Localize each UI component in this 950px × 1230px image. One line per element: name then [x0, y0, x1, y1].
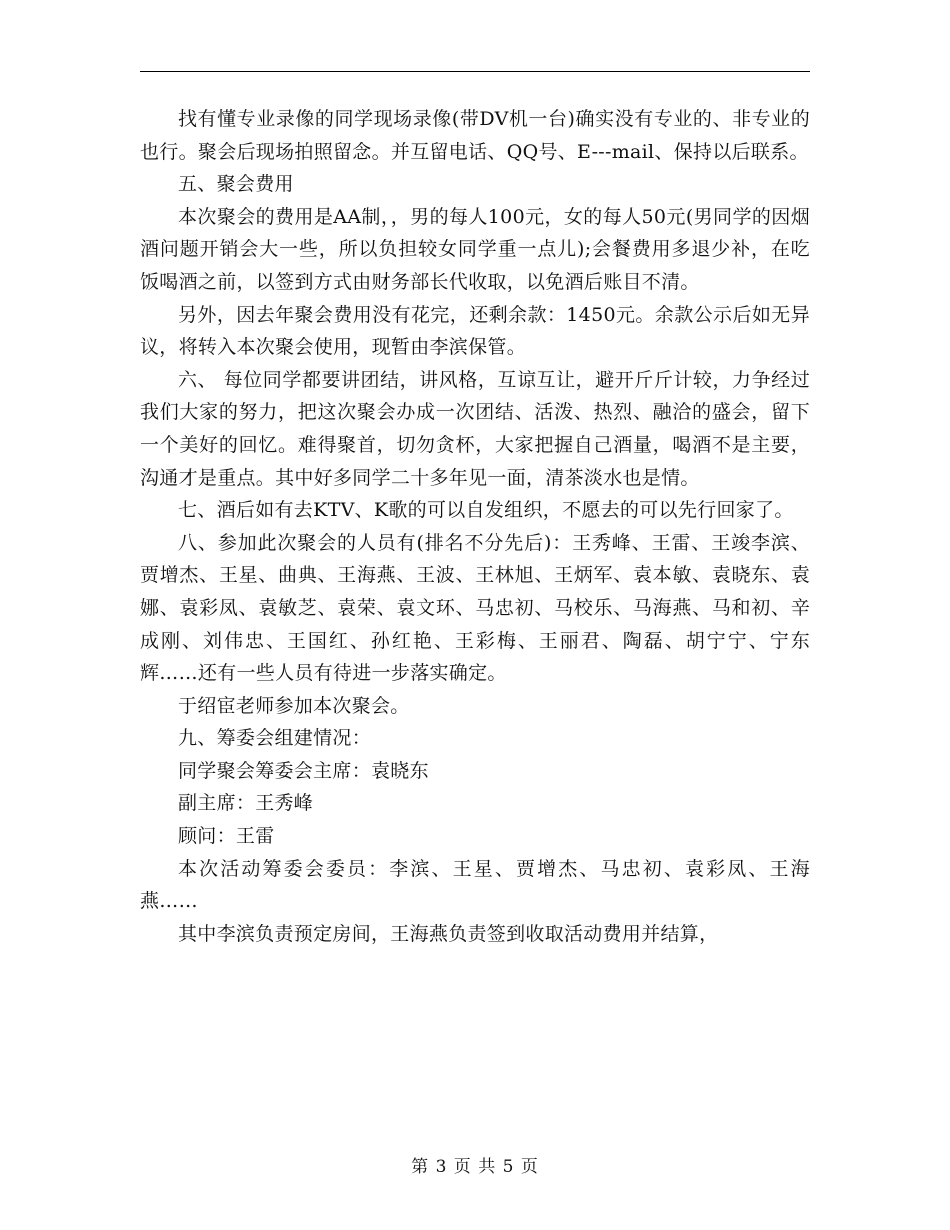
paragraph-chairman: 同学聚会筹委会主席：袁晓东 — [178, 759, 429, 782]
heading-section-5: 五、聚会费用 — [178, 173, 294, 196]
heading-section-9: 九、筹委会组建情况： — [178, 727, 372, 750]
paragraph-teacher: 于绍宦老师参加本次聚会。 — [178, 694, 410, 717]
paragraph-section-7: 七、酒后如有去KTV、K歌的可以自发组织，不愿去的可以先行回家了。 — [178, 499, 794, 522]
paragraph-section-6: 六、 每位同学都要讲团结，讲风格，互谅互让，避开斤斤计较，力争经过我们大家的努力，把这次聚会办成一次团结、活泼、热烈、融洽的盛会，留下一个美好的回忆。难得聚首，切勿贪杯，大家把握自己酒量，喝酒不是主要，沟通才是重点。其中好多同学二十多年见一面，清茶淡水也是情。 — [140, 368, 810, 489]
paragraph-vice-chairman: 副主席：王秀峰 — [178, 792, 314, 815]
header-rule — [140, 71, 810, 72]
paragraph-recording: 找有懂专业录像的同学现场录像(带DV机一台)确实没有专业的、非专业的也行。聚会后现场拍照留念。并互留电话、QQ号、E---mail、保持以后联系。 — [140, 108, 810, 163]
paragraph-section-8: 八、参加此次聚会的人员有(排名不分先后)：王秀峰、王雷、王竣李滨、贾增杰、王星、曲典、王海燕、王波、王林旭、王炳军、袁本敏、袁晓东、袁娜、袁彩凤、袁敏芝、袁荣、袁文环、马忠初、马校乐、马海燕、马和初、辛成刚、刘伟忠、王国红、孙红艳、王彩梅、王丽君、陶磊、胡宁宁、宁东辉……还有一些人员有待进一步落实确定。 — [140, 531, 810, 685]
document-body — [140, 103, 810, 950]
paragraph-fees: 本次聚会的费用是AA制，，男的每人100元，女的每人50元(男同学的因烟酒问题开销会大一些，所以负担较女同学重一点儿);会餐费用多退少补，在吃饭喝酒之前，以签到方式由财务部长代收取，以免酒后账目不清。 — [140, 205, 810, 293]
paragraph-balance: 另外，因去年聚会费用没有花完，还剩余款：1450元。余款公示后如无异议，将转入本次聚会使用，现暂由李滨保管。 — [140, 303, 810, 359]
page-footer: 第 3 页 共 5 页 — [411, 1157, 539, 1177]
paragraph-advisor: 顾问：王雷 — [178, 825, 275, 848]
paragraph-duties: 其中李滨负责预定房间，王海燕负责签到收取活动费用并结算， — [178, 922, 719, 945]
paragraph-committee: 本次活动筹委会委员：李滨、王星、贾增杰、马忠初、袁彩凤、王海燕…… — [140, 857, 810, 913]
